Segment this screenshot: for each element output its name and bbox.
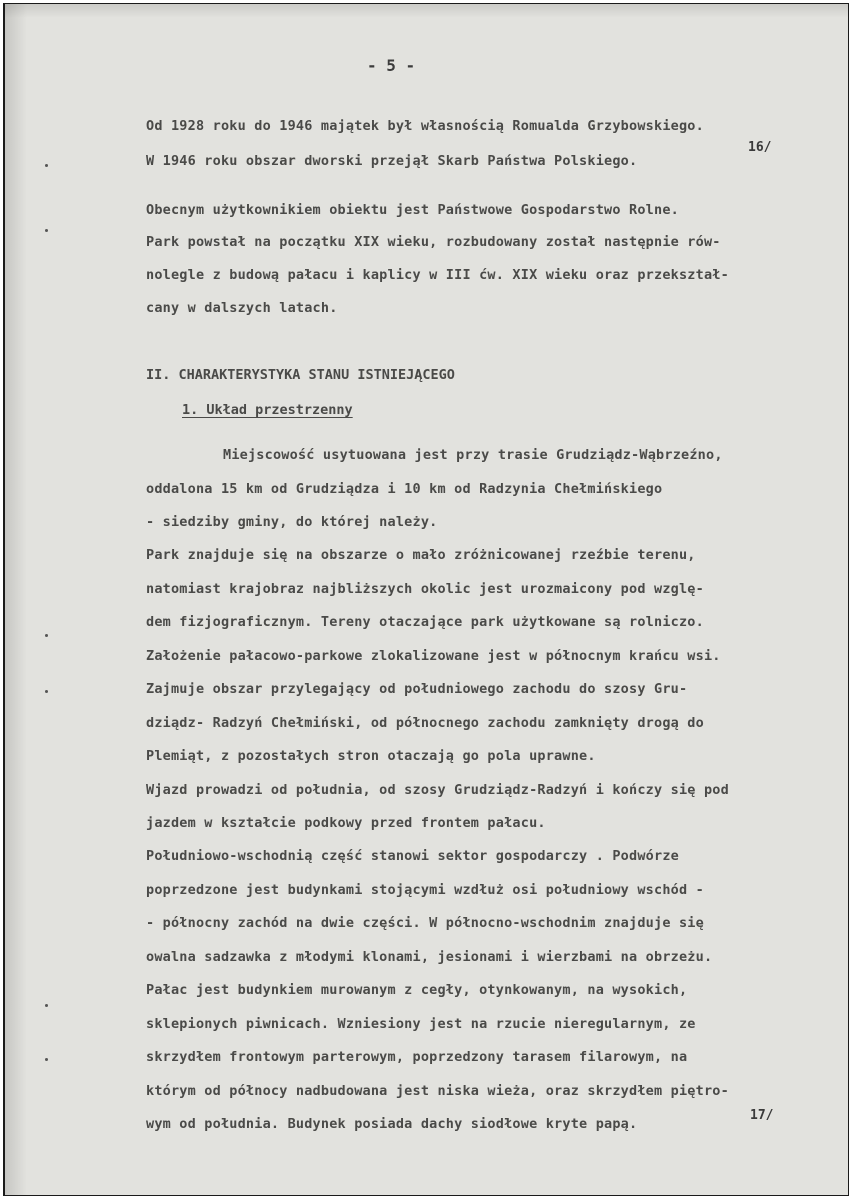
text-line: - północny zachód na dwie części. W północno-wschodnim znajduje się	[146, 915, 704, 931]
page-number: - 5 -	[367, 56, 416, 75]
text-line: owalna sadzawka z młodymi klonami, jesionami i wierzbami na obrzeżu.	[146, 949, 713, 965]
page-shadow-top	[5, 4, 848, 18]
text-line: sklepionych piwnicach. Wzniesiony jest na rzucie nieregularnym, ze	[146, 1016, 696, 1032]
margin-dot	[45, 229, 48, 232]
text-line: poprzedzone jest budynkami stojącymi wzdłuż osi południowy wschód -	[146, 882, 704, 898]
page-shadow-left	[5, 4, 27, 1195]
text-line: Obecnym użytkownikiem obiektu jest Państwowe Gospodarstwo Rolne.	[146, 202, 679, 218]
margin-dot	[45, 1058, 48, 1061]
text-line: - siedziby gminy, do której należy.	[146, 514, 438, 530]
text-line: Od 1928 roku do 1946 majątek był własnością Romualda Grzybowskiego.	[146, 118, 704, 134]
text-line: Zajmuje obszar przylegający od południowego zachodu do szosy Gru-	[146, 681, 688, 697]
text-line: Założenie pałacowo-parkowe zlokalizowane jest w północnym krańcu wsi.	[146, 648, 721, 664]
text-line: Południowo-wschodnią część stanowi sektor gospodarczy . Podwórze	[146, 848, 679, 864]
text-line: dem fizjograficznym. Tereny otaczające park użytkowane są rolniczo.	[146, 614, 704, 630]
text-line: natomiast krajobraz najbliższych okolic jest urozmaicony pod wzglę-	[146, 581, 704, 597]
text-line: Park powstał na początku XIX wieku, rozbudowany został następnie rów-	[146, 234, 721, 250]
text-line: wym od południa. Budynek posiada dachy siodłowe kryte papą.	[146, 1116, 638, 1132]
text-line: dziądz- Radzyń Chełmiński, od północnego zachodu zamknięty drogą do	[146, 715, 704, 731]
text-line: Miejscowość usytuowana jest przy trasie Grudziądz-Wąbrzeźno,	[223, 447, 723, 463]
margin-dot	[45, 634, 48, 637]
subsection-heading: 1. Układ przestrzenny	[182, 402, 353, 418]
text-line: oddalona 15 km od Grudziądza i 10 km od Radzynia Chełmińskiego	[146, 481, 663, 497]
text-line: Plemiąt, z pozostałych stron otaczają go pola uprawne.	[146, 748, 596, 764]
text-line: W 1946 roku obszar dworski przejął Skarb Państwa Polskiego.	[146, 153, 638, 169]
document-page	[3, 3, 849, 1196]
text-line: którym od północy nadbudowana jest niska wieża, oraz skrzydłem piętro-	[146, 1083, 729, 1099]
text-line: Park znajduje się na obszarze o mało zróżnicowanej rzeźbie terenu,	[146, 547, 696, 563]
text-line: cany w dalszych latach.	[146, 300, 338, 316]
text-line: jazdem w kształcie podkowy przed frontem pałacu.	[146, 815, 546, 831]
section-heading: II. CHARAKTERYSTYKA STANU ISTNIEJĄCEGO	[146, 367, 455, 383]
footnote-reference: 16/	[748, 140, 772, 155]
text-line: skrzydłem frontowym parterowym, poprzedzony tarasem filarowym, na	[146, 1049, 688, 1065]
margin-dot	[45, 164, 48, 167]
footnote-reference: 17/	[750, 1108, 774, 1123]
text-line: Wjazd prowadzi od południa, od szosy Grudziądz-Radzyń i kończy się pod	[146, 782, 729, 798]
text-line: nolegle z budową pałacu i kaplicy w III ćw. XIX wieku oraz przekształ-	[146, 267, 729, 283]
margin-dot	[45, 1004, 48, 1007]
margin-dot	[45, 690, 48, 693]
text-line: Pałac jest budynkiem murowanym z cegły, otynkowanym, na wysokich,	[146, 982, 688, 998]
